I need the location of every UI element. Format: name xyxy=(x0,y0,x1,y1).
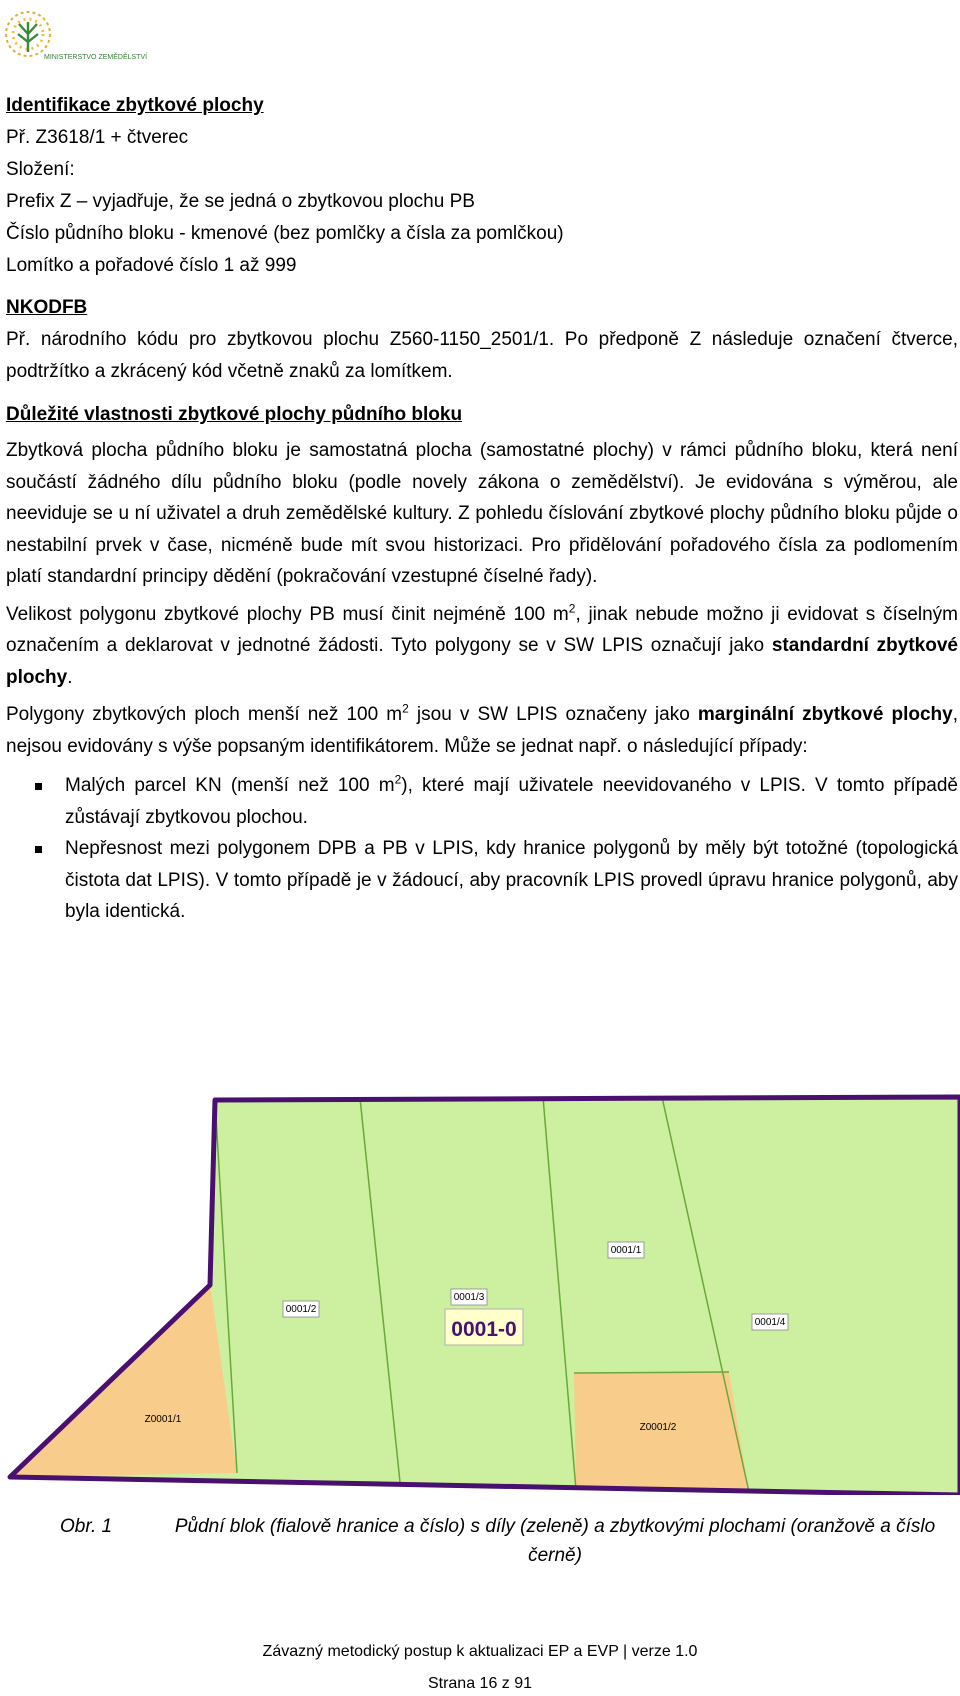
list-item: Nepřesnost mezi polygonem DPB a PB v LPIS, kdy hranice polygonů by měly být totožné (topologická čistota dat LPIS). V tomto případě je v žádoucí, aby pracovník LPIS provedl úpravu hranice polygonů, aby byla identická. xyxy=(6,833,958,928)
marginal-paragraph: Polygony zbytkových ploch menší než 100 $m^2$ jsou v SW LPIS označeny jako marginální zbytkové plochy, nejsou evidovány s výše popsaným identifikátorem. Může se jednat např. o následující případy: xyxy=(6,701,958,757)
text-line: Př. Z3618/1 + čtverec xyxy=(6,127,189,148)
wheat-emblem-icon xyxy=(6,12,50,56)
list-item: Malých parcel KN (menší než 100 $m^2$), které mají uživatele neevidovaného v LPIS. V tomto případě zůstávají zbytkovou plochou. xyxy=(6,770,958,833)
block-label: 0001-0 xyxy=(451,1318,517,1341)
cases-list xyxy=(6,770,958,928)
part-label: 0001/3 xyxy=(453,1292,485,1303)
properties-paragraph: Zbytková plocha půdního bloku je samostatná plocha (samostatné plochy) v rámci půdního bloku, která není součástí žádného dílu půdního bloku (podle novely zákona o zemědělství). Je evidována s výměrou, ale neeviduje se u ní uživatel a druh zemědělské kultury. Z pohledu číslování zbytkové plochy půdního bloku půjde o nestabilní prvek v čase, nicméně bude mít svou historizaci. Pro přidělování pořadového čísla za podlomením platí standardní principy dědění (pokračování vzestupné číselné řady). xyxy=(6,440,958,587)
section-title-identification: Identifikace zbytkové plochy xyxy=(6,95,264,116)
footer-doc: Závazný metodický postup k aktualizaci EP a EVP | verze 1.0 xyxy=(262,1643,698,1660)
page-number: Strana 16 z 91 xyxy=(427,1675,533,1692)
document-body xyxy=(6,90,958,928)
ministry-logo xyxy=(4,4,154,66)
residual-area-z1 xyxy=(10,1283,237,1477)
text-line: Prefix Z – vyjadřuje, že se jedná o zbytkovou plochu PB xyxy=(6,191,475,212)
logo-text: MINISTERSTVO ZEMĚDĚLSTVÍ xyxy=(44,54,148,61)
caption-text: Půdní blok (fialově hranice a číslo) s díly (zeleně) a zbytkovými plochami (oranžově a číslo černě) xyxy=(174,1516,936,1566)
part-label: 0001/4 xyxy=(754,1317,786,1328)
part-label: 0001/1 xyxy=(610,1245,642,1256)
section-title-properties: Důležité vlastnosti zbytkové plochy půdního bloku xyxy=(6,404,463,425)
section-title-nkodfb: NKODFB xyxy=(6,297,88,318)
residual-label: Z0001/2 xyxy=(639,1422,677,1433)
text-line: Lomítko a pořadové číslo 1 až 999 xyxy=(6,255,297,276)
nkodfb-paragraph: Př. národního kódu pro zbytkovou plochu Z560-1150_2501/1. Po předponě Z následuje označení čtverce, podtržítko a zkrácený kód včetně znaků za lomítkem. xyxy=(6,329,958,382)
part-label: 0001/2 xyxy=(285,1304,317,1315)
polygon-size-paragraph: Velikost polygonu zbytkové plochy PB musí činit nejméně 100 $m^2$, jinak nebude možno ji evidovat s číselným označením a deklarovat v jednotné žádosti. Tyto polygony se v SW LPIS označují jako standardní zbytkové plochy. xyxy=(6,601,958,688)
text-line: Číslo půdního bloku - kmenové (bez pomlčky a čísla za pomlčkou) xyxy=(6,223,564,244)
residual-label: Z0001/1 xyxy=(144,1414,182,1425)
caption-number: Obr. 1 xyxy=(60,1516,113,1537)
block-figure xyxy=(0,1085,960,1495)
text-line: Složení: xyxy=(6,159,75,180)
